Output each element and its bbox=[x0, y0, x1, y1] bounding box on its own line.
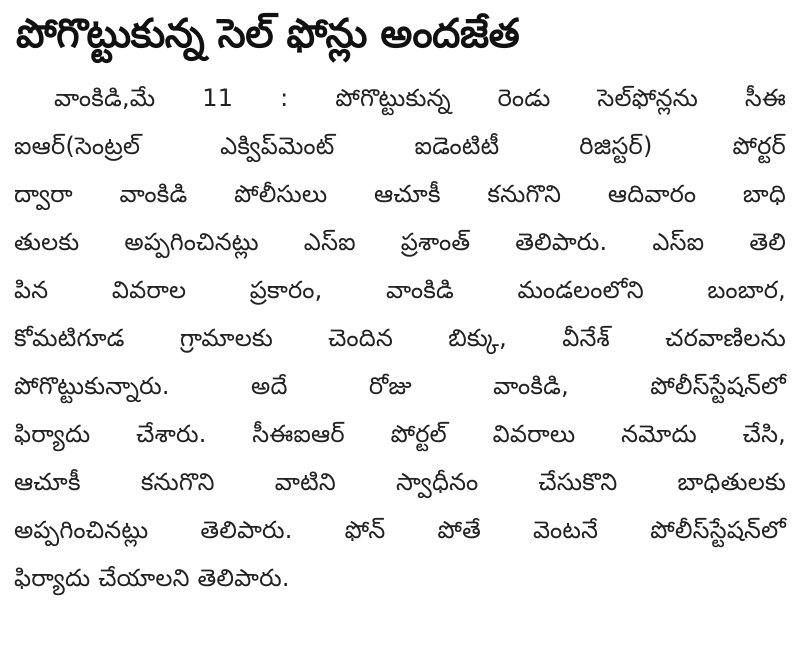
body-line: ఐఆర్(సెంట్రల్ ఎక్విప్‌మెంట్ ఐడెంటిటీ రిజిస్టర్) పోర్టర్ bbox=[14, 132, 786, 160]
body-line: కోమటిగూడ గ్రామాలకు చెందిన బిక్కు, వీనేశ్ చరవాణిలను bbox=[14, 324, 786, 352]
headline: పోగొట్టుకున్న సెల్ ఫోన్లు అందజేత bbox=[16, 11, 520, 57]
body-line: తులకు అప్పగించినట్లు ఎస్ఐ ప్రశాంత్ తెలిపారు. ఎస్ఐ తెలి bbox=[14, 228, 786, 256]
article-body bbox=[14, 74, 786, 602]
body-line: ఫిర్యాదు చేయాలని తెలిపారు. bbox=[14, 564, 290, 592]
body-line: వాంకిడి,మే 11 : పోగొట్టుకున్న రెండు సెల్‌ఫోన్లను సీఈ bbox=[54, 84, 786, 112]
body-line: ద్వారా వాంకిడి పోలీసులు ఆచూకీ కనుగొని ఆదివారం బాధి bbox=[14, 180, 786, 208]
body-line: పిన వివరాల ప్రకారం, వాంకిడి మండలంలోని బంబార, bbox=[14, 276, 786, 304]
body-line: పోగొట్టుకున్నారు. అదే రోజు వాంకిడి, పోలీస్‌స్టేషన్‌లో bbox=[14, 372, 786, 400]
body-line: ఫిర్యాదు చేశారు. సీఈఐఆర్ పోర్టల్ వివరాలు నమోదు చేసి, bbox=[14, 420, 786, 448]
body-line: అప్పగించినట్లు తెలిపారు. ఫోన్ పోతే వెంటనే పోలీస్‌స్టేషన్‌లో bbox=[14, 516, 786, 544]
body-line: ఆచూకీ కనుగొని వాటిని స్వాధీనం చేసుకొని బాధితులకు bbox=[14, 468, 786, 496]
